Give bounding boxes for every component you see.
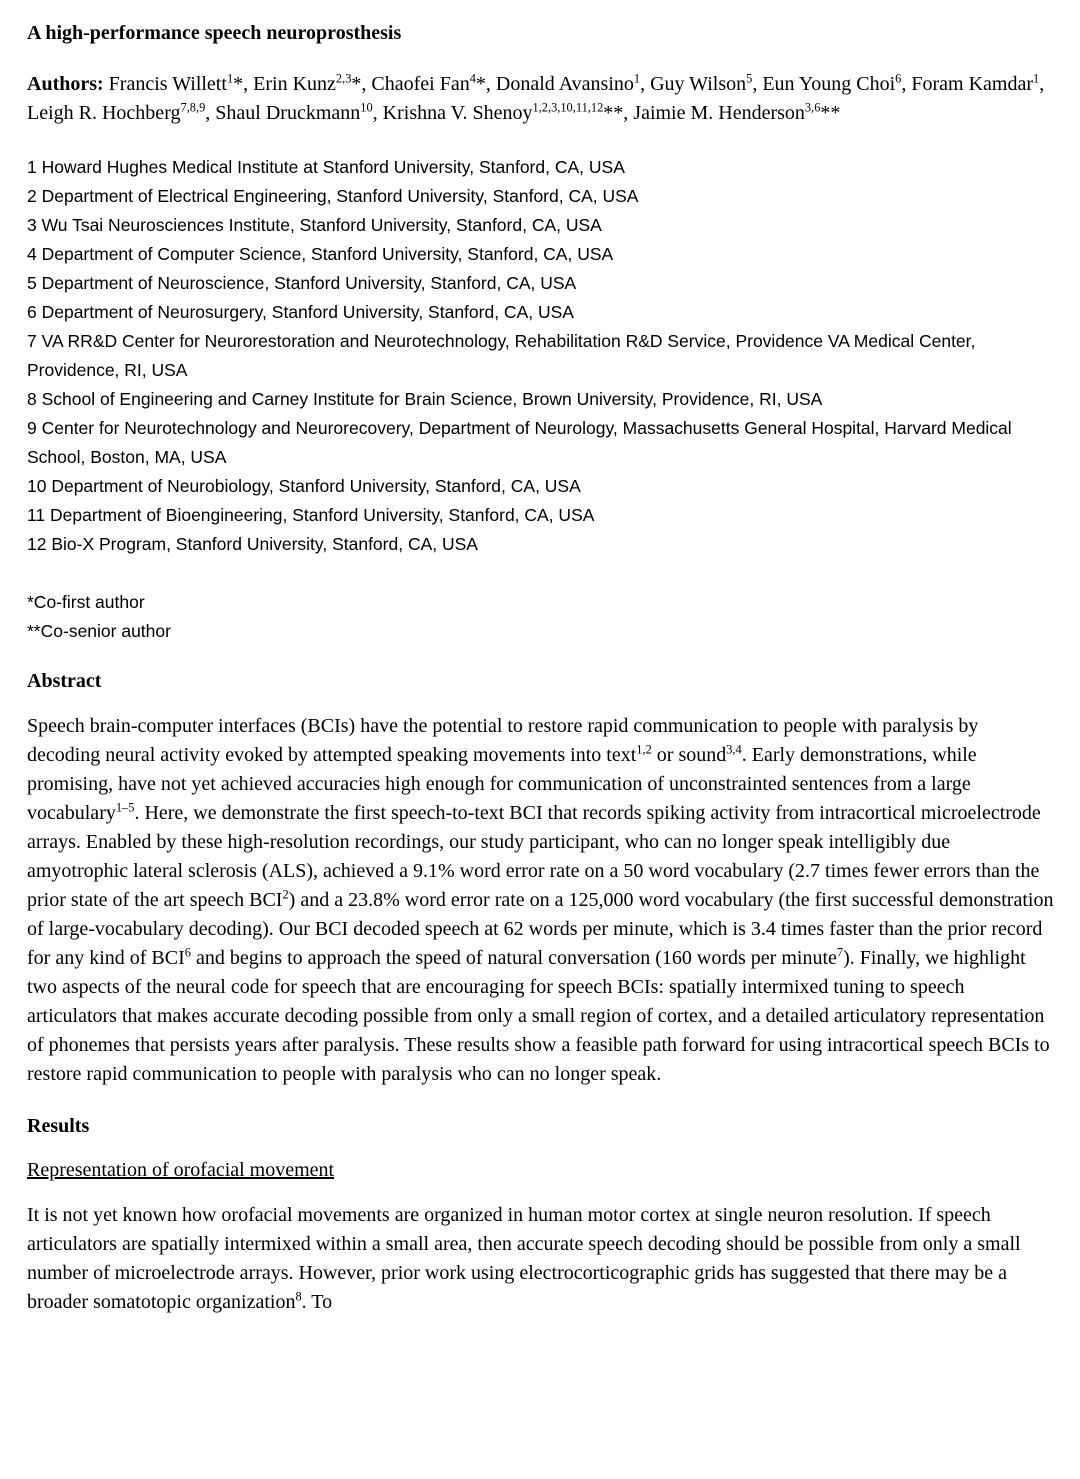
affiliation-line-4: 4 Department of Computer Science, Stanford University, Stanford, CA, USA <box>27 244 614 264</box>
affiliation-line-12: 12 Bio-X Program, Stanford University, Stanford, CA, USA <box>27 534 478 554</box>
results-subheading: Representation of orofacial movement <box>27 1159 335 1181</box>
affiliation-line-5: 5 Department of Neuroscience, Stanford University, Stanford, CA, USA <box>27 273 577 293</box>
results-paragraph: It is not yet known how orofacial movements are organized in human motor cortex at single neuron resolution. If speech articulators are spatially intermixed within a small area, then accurate speech decoding should be possible from only a small number of microelectrode arrays. However, prior work using electrocorticographic grids has suggested that there may be a broader somatotopic organization$^8$. To <box>27 1204 1021 1313</box>
affiliation-line-10: 10 Department of Neurobiology, Stanford University, Stanford, CA, USA <box>27 476 581 496</box>
co-senior-author-note: **Co-senior author <box>27 621 171 641</box>
paper-title: A high-performance speech neuroprosthesis <box>27 22 402 44</box>
affiliation-line-8: 8 School of Engineering and Carney Institute for Brain Science, Brown University, Providence, RI, USA <box>27 389 823 409</box>
affiliation-line-9: 9 Center for Neurotechnology and Neurorecovery, Department of Neurology, Massachusetts General Hospital, Harvard Medical School, Boston, MA, USA <box>27 418 1012 467</box>
affiliation-line-3: 3 Wu Tsai Neurosciences Institute, Stanford University, Stanford, CA, USA <box>27 215 602 235</box>
affiliation-line-1: 1 Howard Hughes Medical Institute at Stanford University, Stanford, CA, USA <box>27 157 625 177</box>
authors-label: Authors: <box>27 73 104 95</box>
affiliation-line-11: 11 Department of Bioengineering, Stanford University, Stanford, CA, USA <box>27 505 595 525</box>
results-heading: Results <box>27 1115 90 1137</box>
author-footnotes <box>27 588 1054 646</box>
affiliations-list <box>27 153 1054 559</box>
abstract-paragraph: Speech brain-computer interfaces (BCIs) have the potential to restore rapid communication to people with paralysis by decoding neural activity evoked by attempted speaking movements into text$^{1,2}$ or sound$^{3,4}$. Early demonstrations, while promising, have not yet achieved accuracies high enough for communication of unconstrainted sentences from a large vocabulary$^{1-5}$. Here, we demonstrate the first speech-to-text BCI that records spiking activity from intracortical microelectrode arrays. Enabled by these high-resolution recordings, our study participant, who can no longer speak intelligibly due amyotrophic lateral sclerosis (ALS), achieved a 9.1% word error rate on a 50 word vocabulary (2.7 times fewer errors than the prior state of the art speech BCI$^2$) and a 23.8% word error rate on a 125,000 word vocabulary (the first successful demonstration of large-vocabulary decoding). Our BCI decoded speech at 62 words per minute, which is 3.4 times faster than the prior record for any kind of BCI$^6$ and begins to approach the speed of natural conversation (160 words per minute$^7$). Finally, we highlight two aspects of the neural code for speech that are encouraging for speech BCIs: spatially intermixed tuning to speech articulators that makes accurate decoding possible from only a small region of cortex, and a detailed articulatory representation of phonemes that persists years after paralysis. These results show a feasible path forward for using intracortical speech BCIs to restore rapid communication to people with paralysis who can no longer speak. <box>27 715 1054 1085</box>
affiliation-line-7: 7 VA RR&D Center for Neurorestoration and Neurotechnology, Rehabilitation R&D Service, Providence VA Medical Center, Providence, RI, USA <box>27 331 976 380</box>
authors-names: Francis Willett$^1$*, Erin Kunz$^{2,3}$*, Chaofei Fan$^4$*, Donald Avansino$^1$, Guy Wilson$^5$, Eun Young Choi$^6$, Foram Kamdar$^1$, Leigh R. Hochberg$^{7,8,9}$, Shaul Druckmann$^{10}$, Krishna V. Shenoy$^{1,2,3,10,11,12}$**, Jaimie M. Henderson$^{3,6}$** <box>27 71 1045 124</box>
affiliation-line-2: 2 Department of Electrical Engineering, Stanford University, Stanford, CA, USA <box>27 186 639 206</box>
co-first-author-note: *Co-first author <box>27 592 145 612</box>
affiliation-line-6: 6 Department of Neurosurgery, Stanford University, Stanford, CA, USA <box>27 302 574 322</box>
abstract-heading: Abstract <box>27 670 102 692</box>
authors-line <box>27 70 1054 128</box>
